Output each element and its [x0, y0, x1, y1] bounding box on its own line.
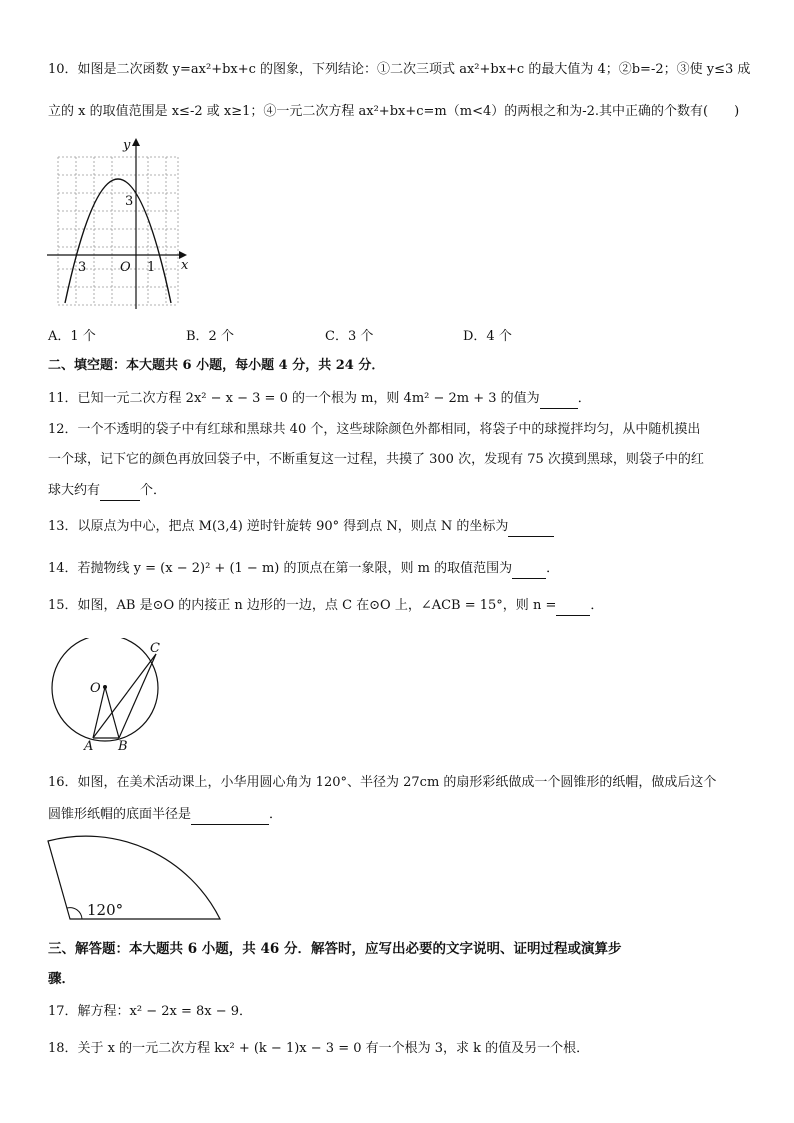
option-d: D．4 个: [463, 329, 512, 344]
q14-blank: [512, 560, 546, 579]
label-o: O: [90, 681, 101, 696]
q15-circle-figure: [40, 638, 170, 758]
q16-end: ．: [269, 807, 283, 822]
section2-heading: 二、填空题：本大题共 6 小题，每小题 4 分，共 24 分．: [48, 358, 385, 373]
q15: [48, 597, 603, 616]
q10-parabola-graph: [45, 135, 195, 310]
option-a: A．1 个: [48, 329, 96, 344]
q14-end: ．: [546, 561, 560, 576]
q15-end: ．: [590, 598, 604, 613]
parabola-curve: [65, 179, 171, 303]
origin-label: O: [120, 260, 131, 275]
q12-line1: 12．一个不透明的袋子中有红球和黑球共 40 个，这些球除颜色外都相同，将袋子中的球搅拌均匀，从中随机摸出: [48, 422, 701, 437]
q15-text: 15．如图，AB 是⊙O 的内接正 n 边形的一边，点 C 在⊙O 上，∠ACB = 15°，则 n =: [48, 598, 557, 613]
q16-sector-figure: [44, 835, 224, 925]
q16-blank: [191, 806, 269, 825]
q16-line2-text: 圆锥形纸帽的底面半径是: [48, 807, 192, 822]
q10-line1: 10．如图是二次函数 y=ax²+bx+c 的图象，下列结论：①二次三项式 ax²+bx+c 的最大值为 4；②b=-2；③使 y≤3 成: [48, 62, 751, 77]
q14: [48, 560, 559, 579]
q11-text: 11．已知一元二次方程 2x² − x − 3 = 0 的一个根为 m，则 4m² − 2m + 3 的值为: [48, 391, 540, 406]
label-b: B: [118, 739, 128, 754]
q16-line1: 16．如图，在美术活动课上，小华用圆心角为 120°、半径为 27cm 的扇形彩纸做成一个圆锥形的纸帽，做成后这个: [48, 775, 717, 790]
q12-line3-a: 球大约有: [48, 483, 101, 498]
sector-shape: [48, 836, 220, 919]
q13-blank: [508, 518, 554, 537]
option-c: C．3 个: [325, 329, 374, 344]
section3-heading-line2: 骤．: [48, 971, 75, 987]
q16-line2: [48, 806, 282, 825]
option-b: B．2 个: [186, 329, 234, 344]
q11-blank: [540, 390, 578, 409]
y-axis-label: y: [123, 138, 131, 153]
q17: 17．解方程：x² − 2x = 8x − 9．: [48, 1004, 253, 1019]
label-c: C: [150, 641, 160, 656]
q12-line2: 一个球，记下它的颜色再放回袋子中，不断重复这一过程，共摸了 300 次，发现有 75 次摸到黑球，则袋子中的红: [48, 452, 704, 467]
q12-blank: [100, 482, 140, 501]
q12-line3: [48, 482, 166, 501]
q12-line3-b: 个．: [140, 483, 167, 498]
label-a: A: [84, 739, 94, 754]
q13-text: 13．以原点为中心，把点 M(3,4) 逆时针旋转 90° 得到点 N，则点 N 的坐标为: [48, 519, 509, 534]
center-dot: [103, 685, 107, 689]
pos-1-label: 1: [147, 260, 156, 275]
q10-line2: 立的 x 的取值范围是 x≤-2 或 x≥1；④一元二次方程 ax²+bx+c=m（m<4）的两根之和为-2.其中正确的个数有( ): [48, 104, 740, 119]
section3-heading-line1: 三、解答题：本大题共 6 小题，共 46 分．解答时，应写出必要的文字说明、证明过程或演算步: [48, 941, 622, 957]
angle-label: 120°: [87, 901, 124, 919]
q15-blank: [556, 597, 590, 616]
q13: [48, 518, 554, 537]
x-axis-label: x: [181, 258, 189, 273]
q18: 18．关于 x 的一元二次方程 kx² + (k − 1)x − 3 = 0 有一个根为 3，求 k 的值及另一个根．: [48, 1041, 590, 1056]
q11: [48, 390, 591, 409]
y-3-label: 3: [125, 194, 134, 209]
y-axis-arrow: [132, 138, 140, 146]
neg-3-label: 3: [78, 260, 87, 275]
q11-end: ．: [577, 391, 591, 406]
q14-text: 14．若抛物线 y = (x − 2)² + (1 − m) 的顶点在第一象限，则 m 的取值范围为: [48, 561, 513, 576]
